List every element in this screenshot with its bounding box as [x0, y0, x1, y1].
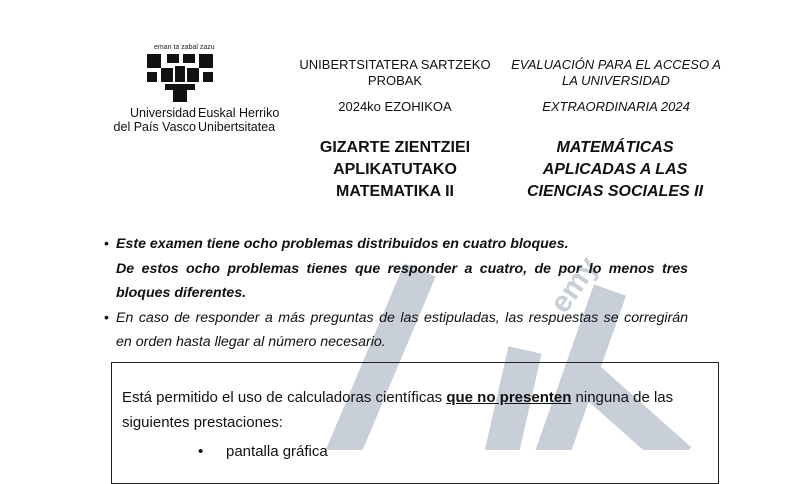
upv-ehu-logo [84, 44, 284, 134]
header-es-line2: LA UNIVERSIDAD [562, 73, 670, 88]
university-name-eu: Euskal Herriko Unibertsitatea [198, 106, 280, 134]
underlined-emphasis: que no presenten [446, 389, 572, 406]
subject-title-es: MATEMÁTICAS APLICADAS A LAS CIENCIAS SOCIALES II [526, 139, 704, 200]
instruction-bullet-2: • En caso de responder a más preguntas de las estipuladas, las respuestas se corregirán en orden hasta llegar al número necesario. [104, 306, 688, 355]
bullet-icon: • [104, 236, 109, 252]
bullet-icon: • [198, 443, 204, 460]
tree-emblem-icon [147, 54, 213, 102]
instruction-bullet-1: • Este examen tiene ocho problemas distribuidos en cuatro bloques. De estos ocho problemas tienes que responder a cuatro, de por lo menos tres bloques diferentes. [104, 232, 688, 306]
header-spanish [506, 57, 726, 115]
subject-title-eu: GIZARTE ZIENTZIEI APLIKATUTAKO MATEMATIKA II [319, 139, 471, 200]
header-es-date: EXTRAORDINARIA 2024 [542, 99, 690, 114]
calculator-notice-box [111, 362, 719, 484]
header-es-line1: EVALUACIÓN PARA EL ACCESO A [511, 57, 721, 72]
header-eu-line1: UNIBERTSITATERA SARTZEKO [299, 57, 491, 72]
university-name-es: Universidad del País Vasco [113, 106, 196, 134]
logo-motto: eman ta zabal zazu [154, 44, 215, 51]
instructions [104, 232, 688, 355]
header-eu-line2: PROBAK [367, 73, 423, 88]
header-eu-date: 2024ko EZOHIKOA [338, 99, 452, 114]
calculator-notice-text: Está permitido el uso de calculadoras científicas que no presenten ninguna de las siguientes prestaciones: [122, 389, 674, 431]
calculator-restriction-item: • pantalla gráfica [198, 443, 328, 460]
watermark-text: emy [543, 250, 606, 320]
header-basque [290, 57, 500, 115]
bullet-icon: • [104, 309, 109, 326]
